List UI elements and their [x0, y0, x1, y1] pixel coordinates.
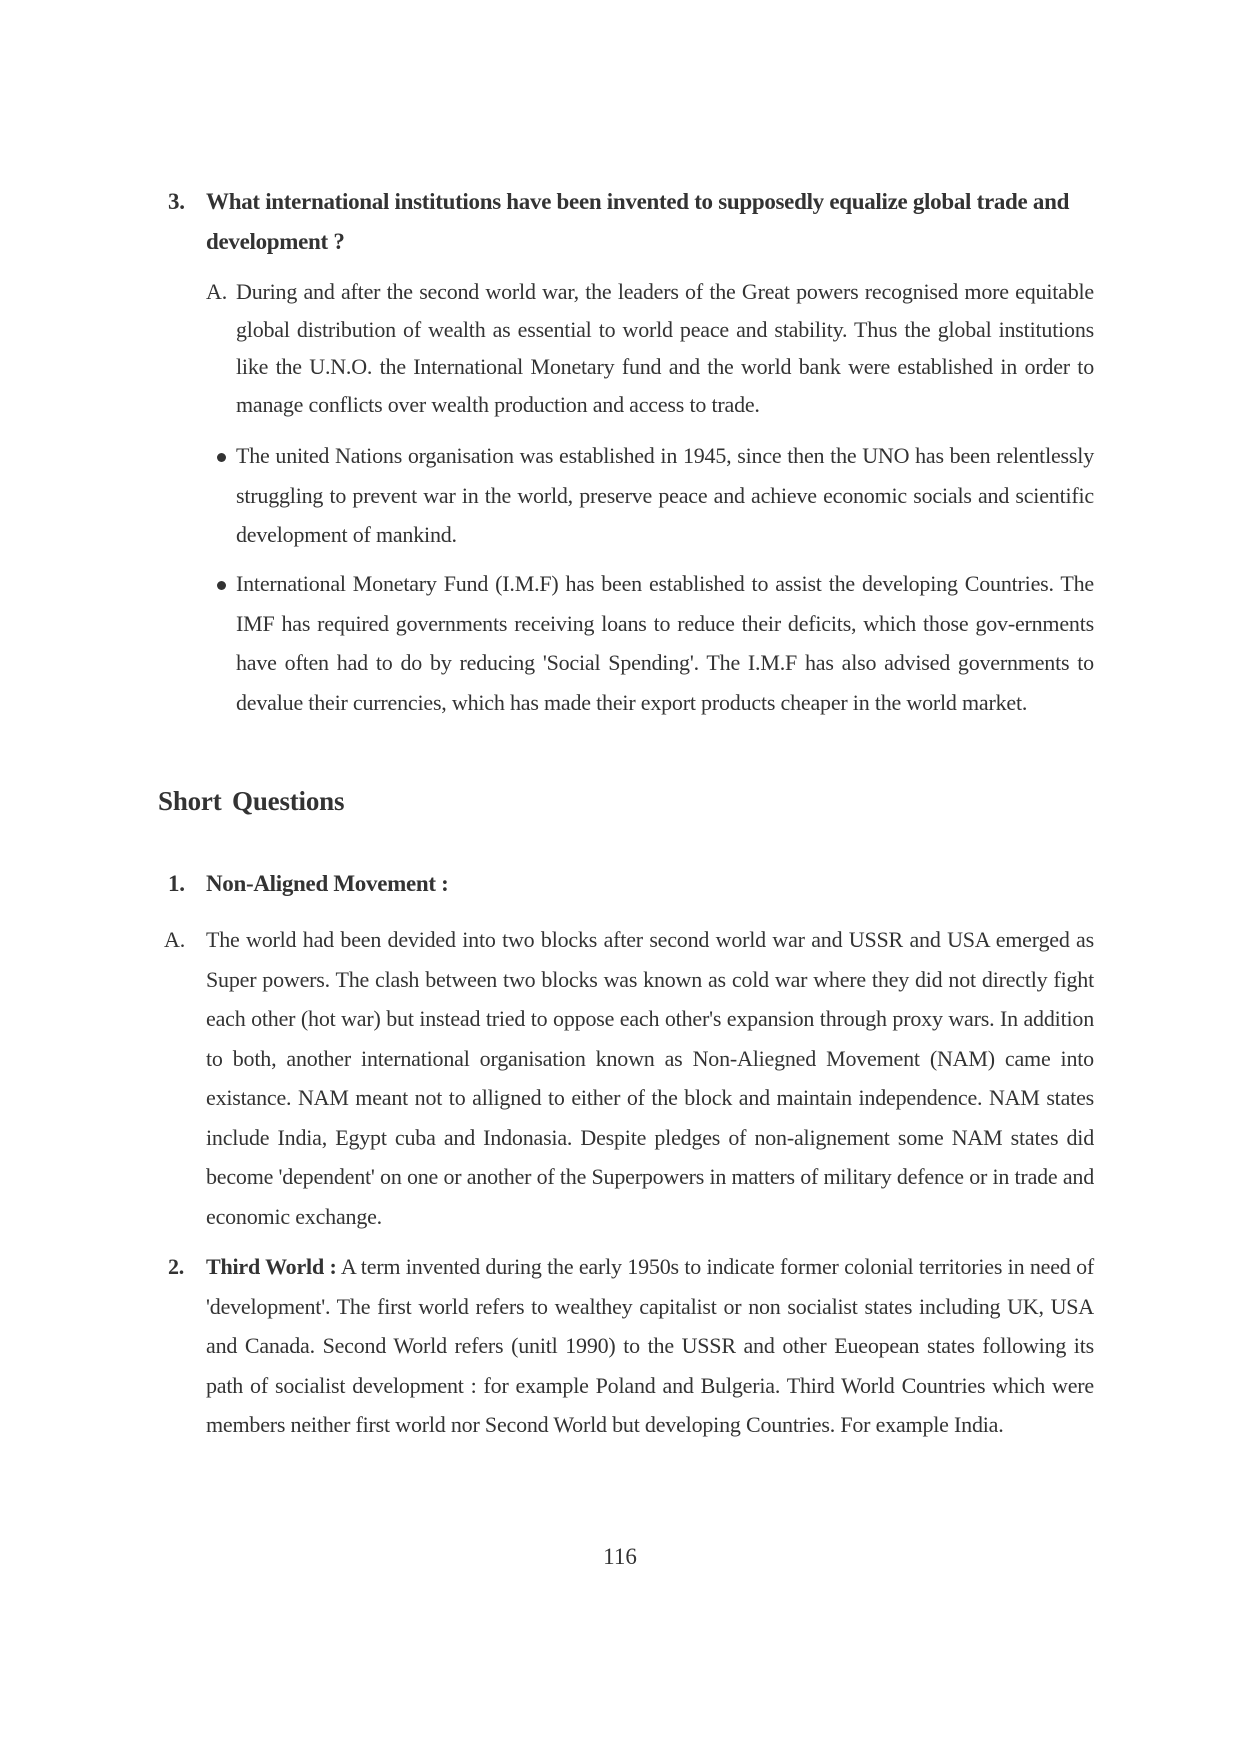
answer-text: The world had been devided into two blocks after second world war and USSR and USA emerged as Super powers. The clash between two blocks was known as cold war where they did not directly fight each other (hot war) but instead tried to oppose each other's expansion through proxy wars. In addition to both, another international organisation known as Non-Aliegned Movement (NAM) came into existance. NAM meant not to alligned to either of the block and maintain independence. NAM states include India, Egypt cuba and Indonasia. Despite pledges of non-alignement some NAM states did become 'dependent' on one or another of the Superpowers in matters of military defence or in trade and economic exchange. [206, 927, 1094, 1229]
answer-nam [164, 920, 1094, 1236]
short-question-1 [168, 871, 449, 897]
answer-text: During and after the second world war, the leaders of the Great powers recognised more equitable global distribution of wealth as essential to world peace and stability. Thus the global institutions like the U.N.O. the International Monetary fund and the world bank were established in order to manage conflicts over wealth production and access to trade. [236, 279, 1094, 417]
question-number: 3. [168, 189, 185, 214]
question-3 [168, 182, 1098, 262]
page-number: 116 [603, 1544, 637, 1569]
short-question-number: 2. [168, 1254, 185, 1279]
answer-text: A term invented during the early 1950s to indicate former colonial territories in need of 'development'. The first world refers to wealthey capitalist or non socialist states including UK, USA and Canada. Second World refers (unitl 1990) to the USSR and other Eueopean states following its path of socialist development : for example Poland and Bulgeria. Third World Countries which were members neither first world nor Second World but developing Countries. For example India. [206, 1254, 1094, 1437]
short-question-title: Non-Aligned Movement : [206, 871, 449, 896]
short-question-2 [168, 1247, 1094, 1445]
third-world-text [206, 1247, 1094, 1445]
question-text: What international institutions have been invented to supposedly equalize global trade and development ? [206, 189, 1070, 254]
section-title: Short Questions [158, 786, 345, 816]
short-question-number: 1. [168, 871, 185, 896]
bullet-dot-icon [217, 453, 226, 462]
answer-3 [206, 273, 1094, 423]
bullet-item-imf: International Monetary Fund (I.M.F) has been established to assist the developing Countries. The IMF has required governments receiving loans to reduce their deficits, which those gov-ernments have often had to do by reducing 'Social Spending'. The I.M.F has also advised governments to devalue their currencies, which has made their export products cheaper in the world market. [236, 571, 1094, 715]
answer-marker: A. [164, 927, 185, 952]
short-question-title: Third World : [206, 1254, 337, 1279]
answer-marker: A. [206, 279, 227, 304]
bullet-dot-icon [217, 581, 226, 590]
bullet-item-uno: The united Nations organisation was established in 1945, since then the UNO has been relentlessly struggling to prevent war in the world, preserve peace and achieve economic socials and scientific development of mankind. [236, 443, 1094, 547]
